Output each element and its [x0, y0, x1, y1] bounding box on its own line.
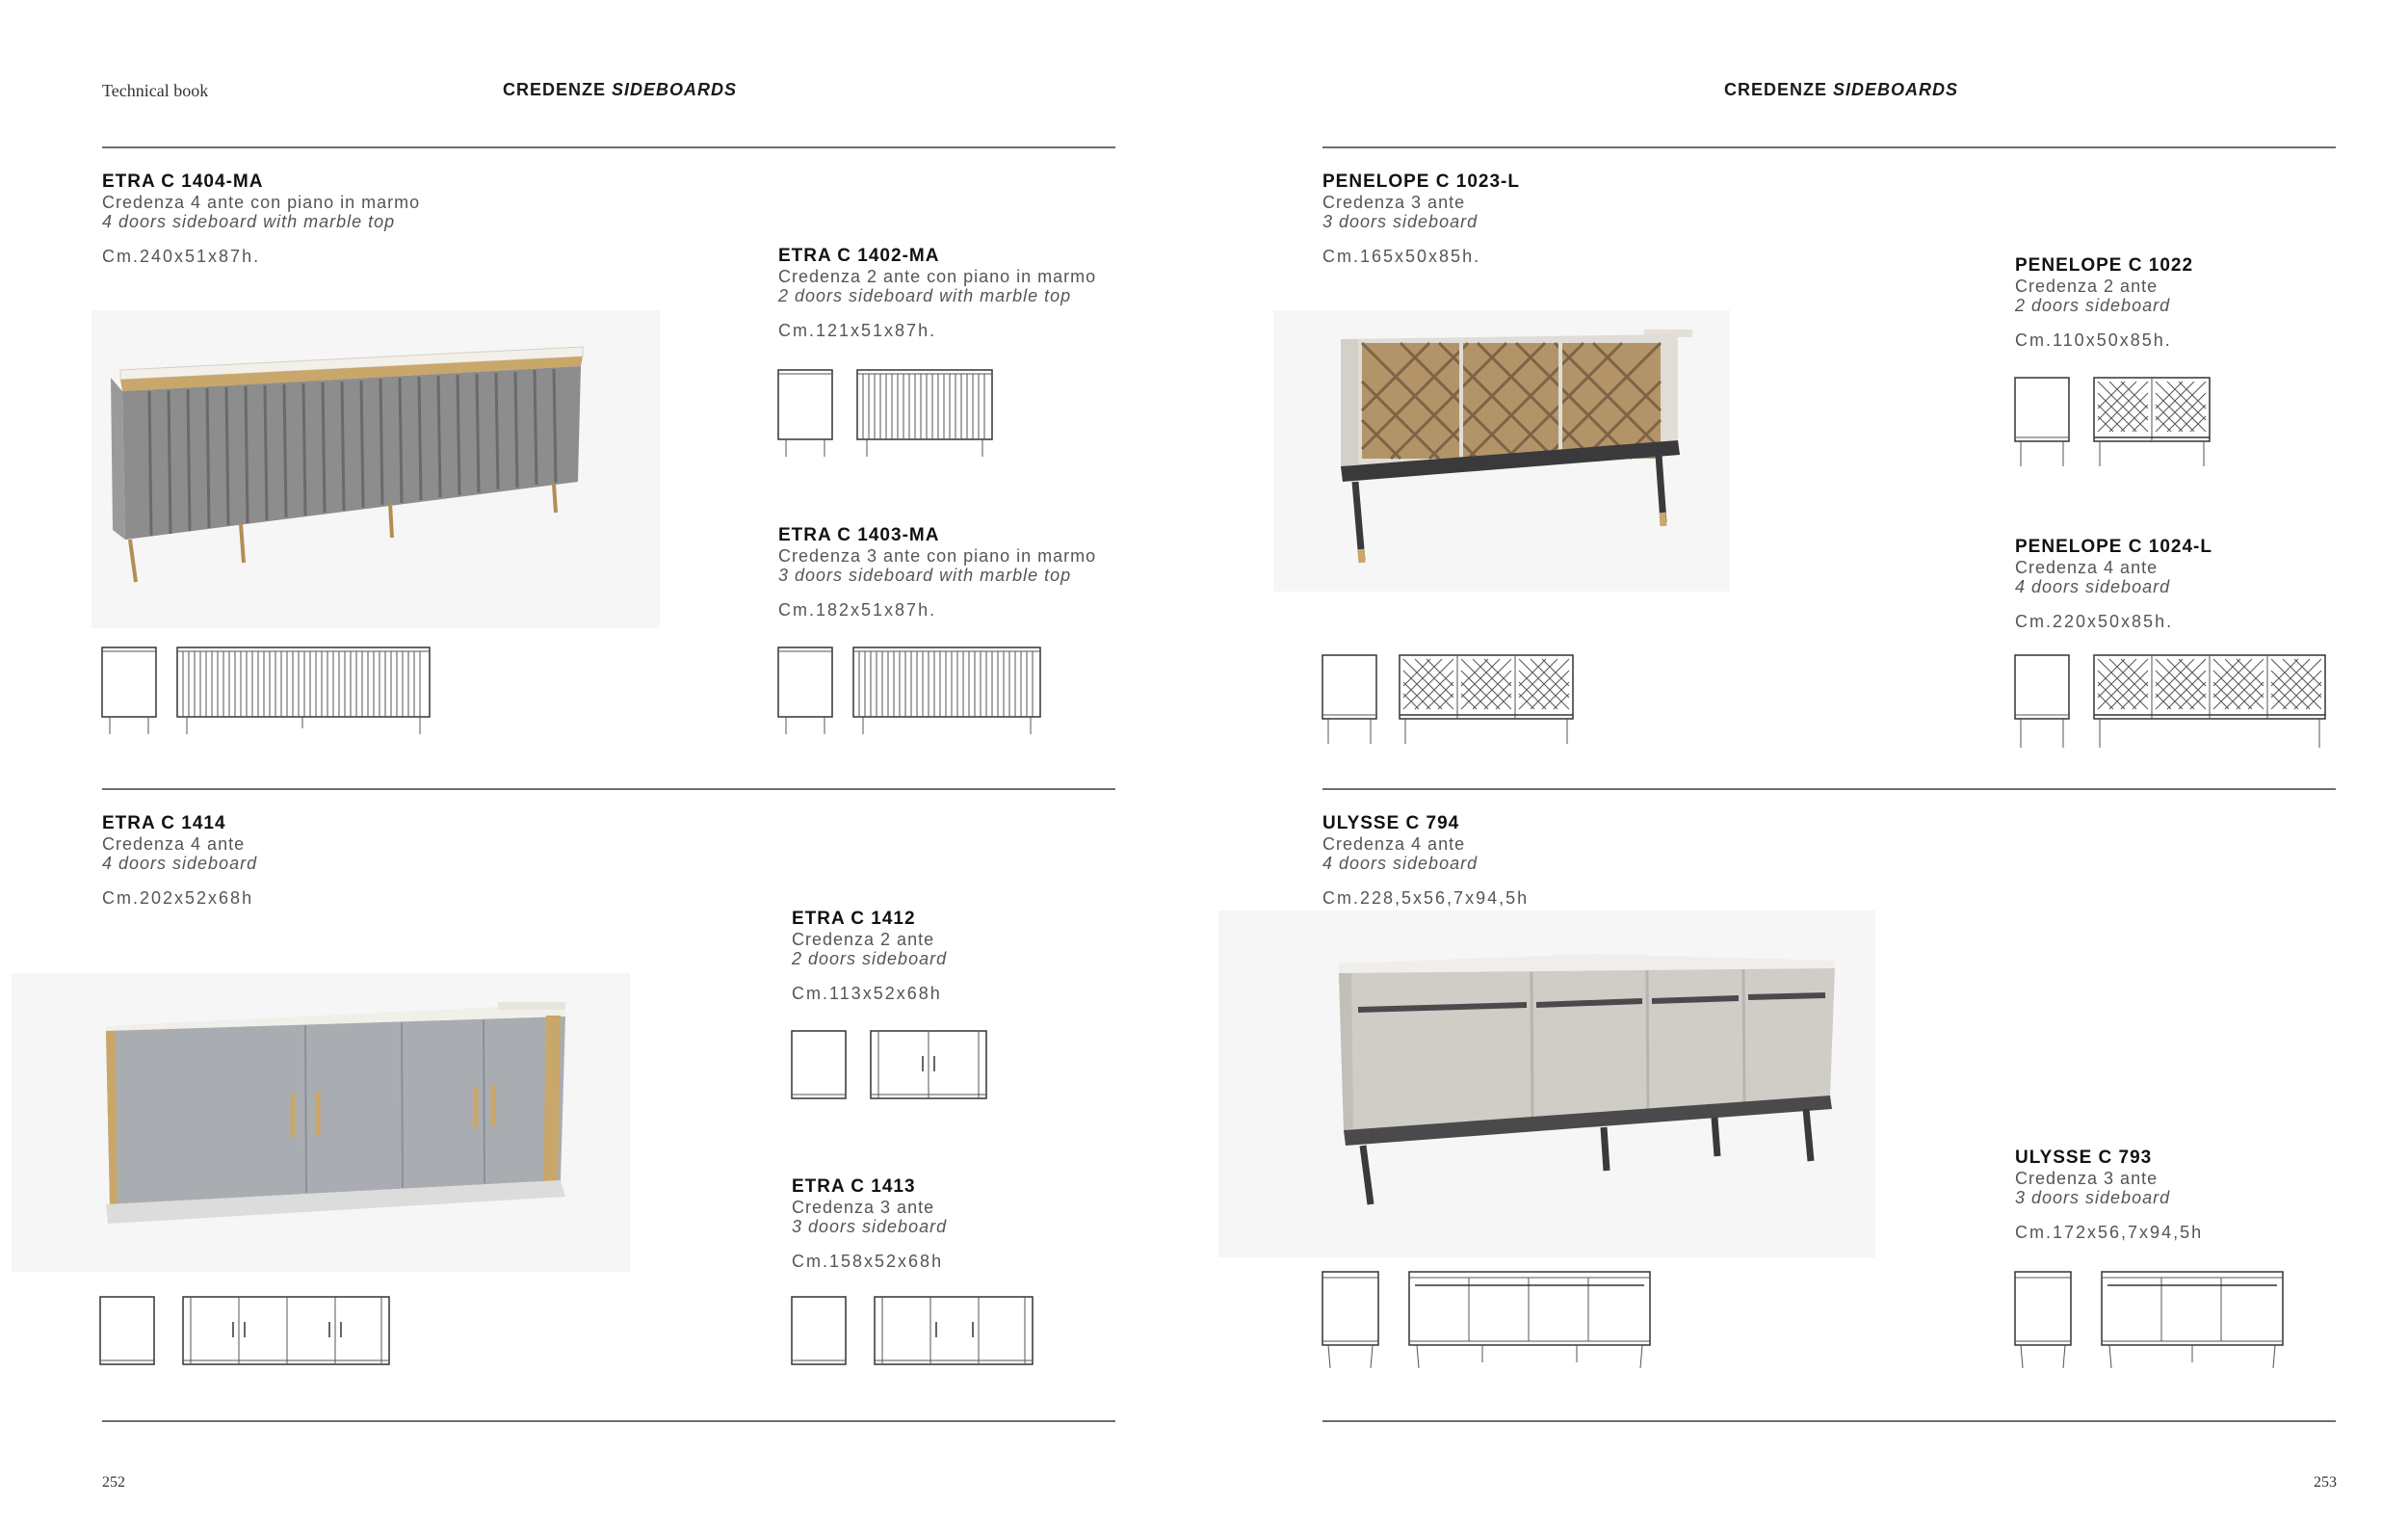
product-desc-en: 4 doors sideboard: [1322, 854, 1479, 873]
product-dimensions: Cm.228,5x56,7x94,5h: [1322, 888, 1530, 908]
product-desc-it: Credenza 4 ante: [102, 834, 246, 854]
product-etra-1414: [102, 813, 257, 908]
ulysse-794-photo: [1218, 911, 1875, 1257]
product-code: PENELOPE C 1024-L: [2015, 537, 2212, 557]
product-code: ULYSSE C 794: [1322, 813, 1460, 833]
product-dimensions: Cm.202x52x68h: [102, 888, 254, 908]
product-code: ETRA C 1412: [792, 909, 916, 929]
right-bottom-rule: [1322, 1420, 2336, 1422]
right-top-rule: [1322, 146, 2336, 148]
right-section-title: [1724, 80, 1958, 100]
product-code: ETRA C 1404-MA: [102, 172, 264, 192]
product-dimensions: Cm.110x50x85h.: [2015, 330, 2172, 350]
etra-1402-drawing: [776, 366, 998, 462]
product-code: ETRA C 1413: [792, 1176, 916, 1197]
product-etra-1404: [102, 172, 420, 266]
product-desc-en: 4 doors sideboard: [102, 854, 258, 873]
section-title-en: SIDEBOARDS: [1833, 80, 1959, 99]
section-title-it: CREDENZE: [503, 80, 607, 99]
penelope-1023-drawing: [1321, 651, 1581, 748]
product-desc-it: Credenza 2 ante: [2015, 277, 2159, 296]
penelope-1022-drawing: [2013, 374, 2215, 470]
product-desc-it: Credenza 3 ante: [2015, 1169, 2159, 1188]
etra-1412-drawing: [790, 1027, 992, 1104]
product-code: PENELOPE C 1023-L: [1322, 172, 1520, 192]
product-dimensions: Cm.113x52x68h: [792, 984, 942, 1003]
product-desc-en: 3 doors sideboard: [792, 1217, 948, 1236]
left-section-title: [503, 80, 737, 100]
right-middle-rule: [1322, 788, 2336, 790]
section-title-it: CREDENZE: [1724, 80, 1828, 99]
product-etra-1412: [792, 909, 947, 1003]
etra-1414-photo: [12, 973, 630, 1272]
section-title-en: SIDEBOARDS: [612, 80, 738, 99]
left-top-rule: [102, 146, 1115, 148]
product-desc-en: 3 doors sideboard: [2015, 1188, 2171, 1207]
product-dimensions: Cm.121x51x87h.: [778, 321, 937, 340]
product-dimensions: Cm.240x51x87h.: [102, 247, 261, 266]
product-desc-en: 3 doors sideboard: [1322, 212, 1479, 231]
etra-1413-drawing: [790, 1293, 1040, 1370]
product-desc-it: Credenza 3 ante con piano in marmo: [778, 546, 1097, 566]
product-penelope-1024: [2015, 537, 2212, 631]
product-desc-it: Credenza 4 ante: [1322, 834, 1466, 854]
product-code: PENELOPE C 1022: [2015, 255, 2194, 276]
etra-1404-photo: [92, 310, 660, 628]
product-desc-en: 4 doors sideboard: [2015, 577, 2171, 596]
product-etra-1402: [778, 246, 1096, 340]
product-penelope-1022: [2015, 255, 2193, 350]
product-code: ULYSSE C 793: [2015, 1148, 2153, 1168]
product-etra-1413: [792, 1176, 947, 1271]
page-number-left: 252: [102, 1474, 125, 1491]
book-label: Technical book: [102, 81, 209, 100]
product-desc-en: 4 doors sideboard with marble top: [102, 212, 396, 231]
product-dimensions: Cm.172x56,7x94,5h: [2015, 1223, 2204, 1242]
product-ulysse-793: [2015, 1148, 2203, 1242]
etra-1414-drawing: [98, 1293, 397, 1370]
product-code: ETRA C 1414: [102, 813, 226, 833]
product-desc-en: 2 doors sideboard: [2015, 296, 2171, 315]
penelope-1024-drawing: [2013, 651, 2331, 753]
penelope-1023-photo: [1273, 310, 1730, 592]
product-penelope-1023: [1322, 172, 1520, 266]
product-desc-it: Credenza 2 ante con piano in marmo: [778, 267, 1097, 286]
product-dimensions: Cm.220x50x85h.: [2015, 612, 2174, 631]
product-code: ETRA C 1403-MA: [778, 525, 940, 545]
product-desc-it: Credenza 4 ante: [2015, 558, 2159, 577]
etra-1404-drawing: [100, 644, 437, 740]
left-bottom-rule: [102, 1420, 1115, 1422]
product-code: ETRA C 1402-MA: [778, 246, 940, 266]
product-desc-it: Credenza 3 ante: [1322, 193, 1466, 212]
product-dimensions: Cm.182x51x87h.: [778, 600, 937, 620]
product-ulysse-794: [1322, 813, 1529, 908]
product-desc-it: Credenza 2 ante: [792, 930, 935, 949]
product-dimensions: Cm.158x52x68h: [792, 1252, 944, 1271]
ulysse-794-drawing: [1321, 1268, 1658, 1374]
product-desc-it: Credenza 3 ante: [792, 1198, 935, 1217]
product-desc-en: 2 doors sideboard with marble top: [778, 286, 1072, 305]
page-number-right: 253: [2314, 1474, 2337, 1491]
left-middle-rule: [102, 788, 1115, 790]
ulysse-793-drawing: [2013, 1268, 2292, 1374]
etra-1403-drawing: [776, 644, 1046, 740]
product-desc-en: 2 doors sideboard: [792, 949, 948, 968]
product-etra-1403: [778, 525, 1096, 620]
product-desc-en: 3 doors sideboard with marble top: [778, 566, 1072, 585]
product-desc-it: Credenza 4 ante con piano in marmo: [102, 193, 421, 212]
product-dimensions: Cm.165x50x85h.: [1322, 247, 1481, 266]
